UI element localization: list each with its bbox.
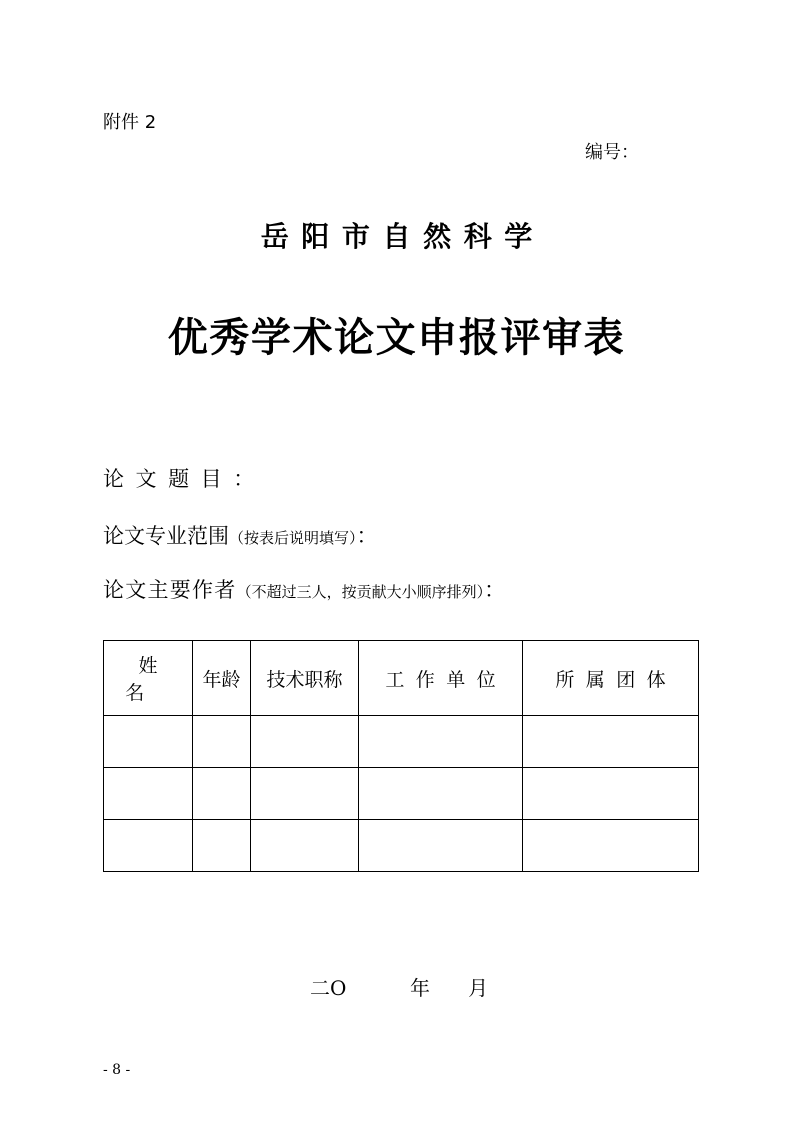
- author-age-cell[interactable]: [193, 716, 251, 768]
- paper-title-label: 论文题目: [103, 467, 234, 491]
- author-workplace-cell[interactable]: [359, 768, 523, 820]
- authors-table: [103, 640, 699, 872]
- author-name-cell[interactable]: [104, 820, 193, 872]
- scope-colon: ：: [356, 524, 378, 548]
- year-unit: 年: [409, 976, 430, 1000]
- author-title-cell[interactable]: [251, 716, 359, 768]
- scope-note: （按表后说明填写）: [229, 529, 357, 547]
- table-row: [104, 768, 699, 820]
- author-workplace-cell[interactable]: [359, 716, 523, 768]
- serial-number-label: 编号：: [585, 142, 639, 163]
- header-name: 姓名: [104, 641, 193, 716]
- table-header-row: [104, 641, 699, 716]
- scope-label: 论文专业范围: [103, 524, 229, 548]
- paper-title-colon: ：: [233, 467, 255, 491]
- paper-scope-field: [103, 520, 378, 550]
- table-row: [104, 820, 699, 872]
- header-workplace: 工作单位: [359, 641, 523, 716]
- author-title-cell[interactable]: [251, 768, 359, 820]
- date-line: [310, 972, 488, 1001]
- month-unit: 月: [468, 976, 489, 1000]
- author-name-cell[interactable]: [104, 716, 193, 768]
- paper-authors-field: [103, 574, 506, 604]
- paper-title-field: [103, 463, 254, 493]
- authors-note: （不超过三人，按贡献大小顺序排列）: [236, 583, 485, 601]
- header-age: 年龄: [193, 641, 251, 716]
- author-age-cell[interactable]: [193, 768, 251, 820]
- author-organization-cell[interactable]: [523, 716, 699, 768]
- date-prefix: 二O: [310, 976, 347, 1000]
- author-organization-cell[interactable]: [523, 820, 699, 872]
- author-name-cell[interactable]: [104, 768, 193, 820]
- header-organization: 所属团体: [523, 641, 699, 716]
- author-workplace-cell[interactable]: [359, 820, 523, 872]
- attachment-label: 附件 2: [103, 112, 157, 133]
- author-age-cell[interactable]: [193, 820, 251, 872]
- author-organization-cell[interactable]: [523, 768, 699, 820]
- header-title: 技术职称: [251, 641, 359, 716]
- form-title-line2: 优秀学术论文申报评审表: [167, 314, 626, 361]
- author-title-cell[interactable]: [251, 820, 359, 872]
- form-title-line1: 岳阳市自然科学: [260, 220, 545, 253]
- table-row: [104, 716, 699, 768]
- page-number: - 8 -: [103, 1062, 131, 1078]
- authors-label: 论文主要作者: [103, 578, 237, 602]
- authors-colon: ：: [484, 578, 507, 602]
